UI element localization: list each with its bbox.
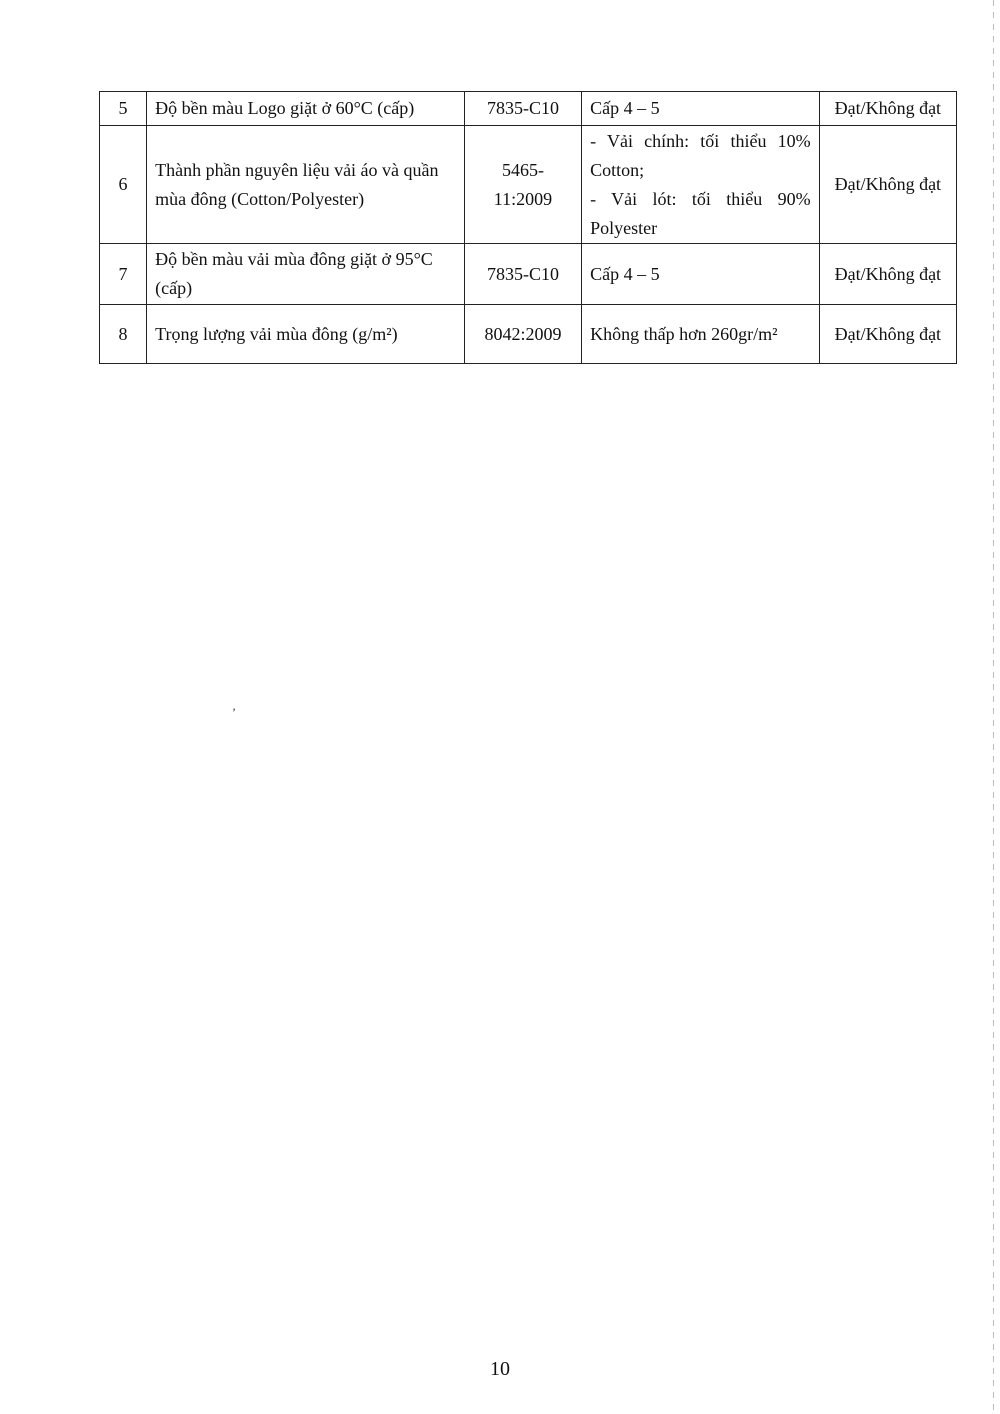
row-number: 8 <box>100 305 147 364</box>
standard-cell: 8042:2009 <box>464 305 581 364</box>
result-cell: Đạt/Không đạt <box>819 126 956 244</box>
scan-edge-line <box>993 0 994 1414</box>
table-row <box>100 305 957 364</box>
criterion-cell: Thành phần nguyên liệu vải áo và quần mùa đông (Cotton/Polyester) <box>147 126 465 244</box>
criterion-cell: Trọng lượng vải mùa đông (g/m²) <box>147 305 465 364</box>
standard-cell: 5465-11:2009 <box>464 126 581 244</box>
scan-mark: ’ <box>232 705 236 719</box>
result-cell: Đạt/Không đạt <box>819 305 956 364</box>
row-number: 7 <box>100 244 147 305</box>
requirement-line: - Vải chính: tối thiểu 10% Cotton; <box>590 130 811 180</box>
table-row <box>100 244 957 305</box>
row-number: 6 <box>100 126 147 244</box>
criterion-cell: Độ bền màu vải mùa đông giặt ở 95°C (cấp) <box>147 244 465 305</box>
standard-cell: 7835-C10 <box>464 92 581 126</box>
criterion-cell: Độ bền màu Logo giặt ở 60°C (cấp) <box>147 92 465 126</box>
requirement-cell <box>582 126 820 244</box>
spec-table <box>99 91 957 364</box>
requirement-line: - Vải lót: tối thiểu 90% Polyester <box>590 188 811 238</box>
row-number: 5 <box>100 92 147 126</box>
requirement-cell: Cấp 4 – 5 <box>582 92 820 126</box>
page-number: 10 <box>490 1358 510 1380</box>
requirement-cell: Cấp 4 – 5 <box>582 244 820 305</box>
result-cell: Đạt/Không đạt <box>819 244 956 305</box>
result-cell: Đạt/Không đạt <box>819 92 956 126</box>
table-row <box>100 126 957 244</box>
requirement-cell: Không thấp hơn 260gr/m² <box>582 305 820 364</box>
standard-cell: 7835-C10 <box>464 244 581 305</box>
table-row <box>100 92 957 126</box>
